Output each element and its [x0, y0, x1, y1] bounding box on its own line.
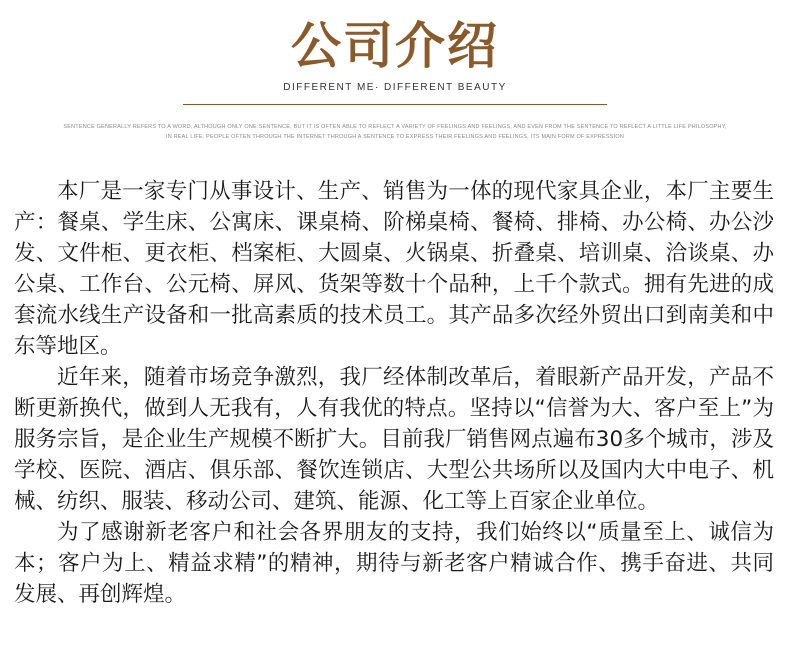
- fine-print-line-1: SENTENCE GENERALLY REFERS TO A WORD, ALTHOUGH ONLY ONE SENTENCE, BUT IT IS OFTEN ABLE TO REFLECT A VARIETY OF FEELINGS AND FEELINGS, AND EVEN FROM THE SENTENCE TO REFLECT A LITTLE LIFE PHILOSOPHY,: [63, 124, 727, 130]
- page-subtitle: DIFFERENT ME· DIFFERENT BEAUTY: [283, 82, 507, 93]
- intro-paragraph-1: 本厂是一家专门从事设计、生产、销售为一体的现代家具企业，本厂主要生产：餐桌、学生床、公寓床、课桌椅、阶梯桌椅、餐椅、排椅、办公椅、办公沙发、文件柜、更衣柜、档案柜、大圆桌、火锅桌、折叠桌、培训桌、洽谈桌、办公桌、工作台、公元椅、屏风、货架等数十个品种，上千个款式。拥有先进的成套流水线生产设备和一批高素质的技术员工。其产品多次经外贸出口到南美和中东等地区。: [14, 179, 774, 359]
- company-intro-body: [14, 176, 774, 610]
- page-title: 公司介绍: [291, 16, 499, 75]
- title-divider: [183, 104, 607, 105]
- intro-paragraph-3: 为了感谢新老客户和社会各界朋友的支持，我们始终以“质量至上、诚信为本；客户为上、精益求精”的精神，期待与新老客户精诚合作、携手奋进、共同发展、再创辉煌。: [14, 520, 774, 607]
- intro-paragraph-2: 近年来，随着市场竞争激烈，我厂经体制改革后，着眼新产品开发，产品不断更新换代，做到人无我有，人有我优的特点。坚持以“信誉为大、客户至上”为服务宗旨，是企业生产规模不断扩大。目前我厂销售网点遍布30多个城市，涉及学校、医院、酒店、俱乐部、餐饮连锁店、大型公共场所以及国内大中电子、机械、纺织、服装、移动公司、建筑、能源、化工等上百家企业单位。: [14, 365, 774, 514]
- fine-print-line-2: IN REAL LIFE, PEOPLE OFTEN THROUGH THE INTERNET THROUGH A SENTENCE TO EXPRESS THEIR FEELINGS AND FEELINGS, ITS MAIN FORM OF EXPRESSION: [165, 134, 625, 140]
